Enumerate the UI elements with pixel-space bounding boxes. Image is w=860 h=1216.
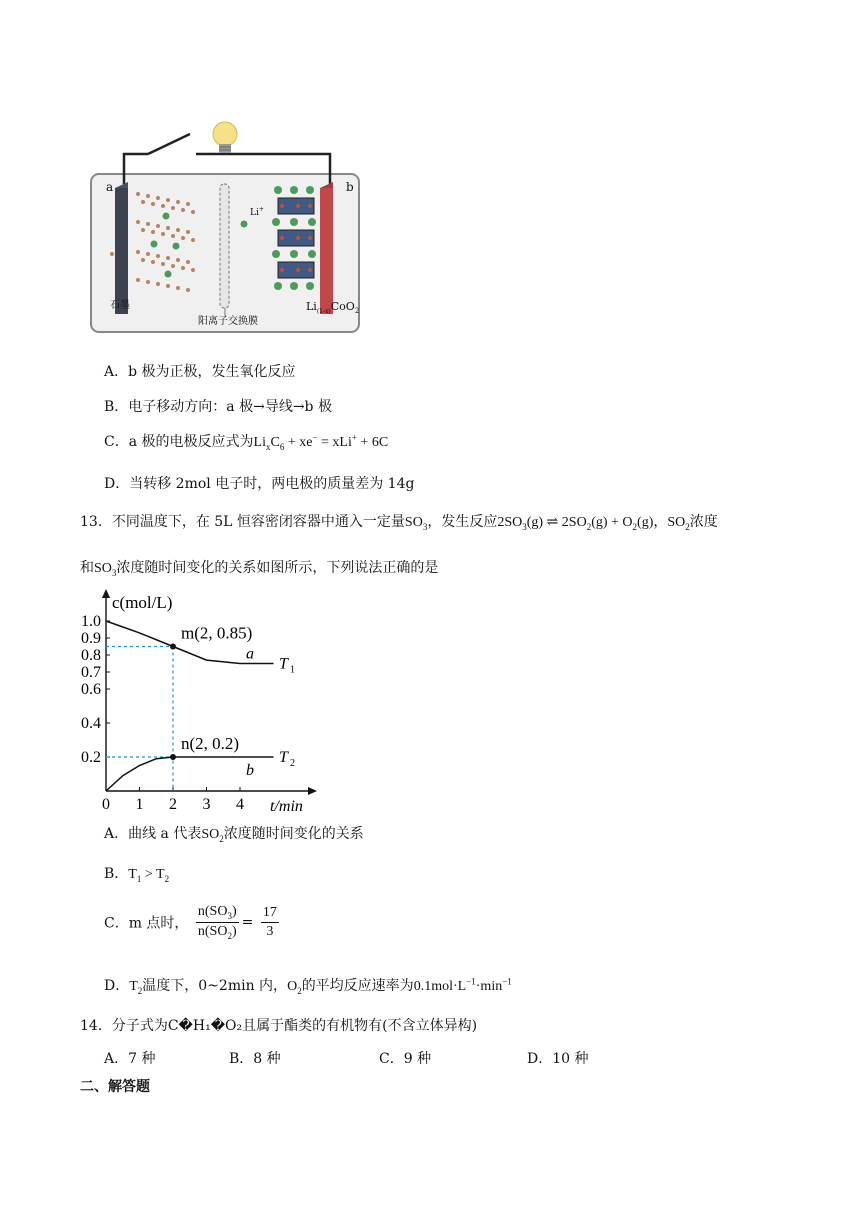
- q14-option-c: C．9 种: [379, 1051, 432, 1067]
- y-tick-label: 1.0: [81, 613, 101, 630]
- li-ion-label: Li+: [250, 206, 264, 218]
- section-heading: 二、解答题: [80, 1079, 150, 1095]
- curve-label-b: b: [246, 762, 254, 779]
- point-m: [170, 644, 176, 650]
- q13-option-a: A．曲线 a 代表$SO_2$浓度随时间变化的关系: [104, 826, 364, 844]
- curve-label-t1: T: [279, 655, 288, 673]
- curve-label-t2: T: [279, 749, 288, 766]
- q13-stem-line1: 13．不同温度下，在 5L 恒容密闭容器中通入一定量$SO_3$，发生反应$2SO_3(g)$ ⇌ $2SO_2(g) + O_2(g)$，$SO_2$浓度: [80, 514, 718, 532]
- y-tick-label: 0.9: [81, 630, 101, 647]
- bulb-icon: [213, 122, 237, 153]
- y-axis-label: c(mol/L): [112, 593, 173, 612]
- point-label-m: m(2, 0.85): [181, 623, 253, 643]
- concentration-chart: [76, 588, 326, 814]
- y-tick-label: 0.8: [81, 647, 101, 664]
- q12-option-c: C．a 极的电极反应式为$Li_xC_6 + xe^- = xLi^+ + 6C$: [104, 432, 389, 452]
- q14-stem: 14．分子式为C�H₁�O₂且属于酯类的有机物有(不含立体异构): [80, 1018, 478, 1034]
- y-tick-label: 0.4: [81, 715, 101, 732]
- q13-stem-line2: 和$SO_3$浓度随时间变化的关系如图所示，下列说法正确的是: [80, 560, 439, 578]
- q13-option-b: B．$T_1 > T_2$: [104, 866, 170, 884]
- cathode-label: $Li_{(1-x)}CoO_2$: [306, 300, 360, 316]
- q14-option-a: A．7 种: [104, 1051, 156, 1067]
- y-tick-label: 0.2: [81, 749, 101, 766]
- anode-label: 石墨: [110, 300, 130, 311]
- membrane-label: 阳离子交换膜: [198, 316, 258, 327]
- q13-option-c: C．m 点时， $\frac{n(SO_3)}{n(SO_2)}$ = $\frac{17}{3}$: [104, 904, 277, 941]
- y-axis-arrow: [102, 589, 110, 598]
- electrode-a-label: a: [106, 180, 114, 194]
- x-tick-label: 1: [135, 796, 144, 813]
- curve-label-t1-sub: 1: [290, 664, 295, 676]
- q12-option-d: D．当转移 2mol 电子时，两电极的质量差为 14g: [104, 476, 415, 492]
- q14-option-b: B．8 种: [229, 1051, 281, 1067]
- point-label-n: n(2, 0.2): [181, 734, 240, 753]
- q12-option-a: A．b 极为正极，发生氧化反应: [104, 364, 296, 380]
- x-axis-arrow: [308, 787, 317, 795]
- curve-label-t2-sub: 2: [290, 758, 295, 769]
- y-tick-label: 0.6: [81, 681, 101, 698]
- y-tick-label: 0.7: [81, 664, 101, 681]
- q12-option-b: B．电子移动方向：a 极→导线→b 极: [104, 399, 332, 415]
- curve-label-a: a: [246, 645, 254, 663]
- q13-option-d: D．$T_2$温度下，0~2min 内，$O_2$的平均反应速率为$0.1mol\cdot L^{-1}\cdot\min^{-1}$: [104, 976, 512, 996]
- x-tick-label: 3: [202, 796, 211, 813]
- x-tick-label: 2: [169, 796, 177, 813]
- point-n: [170, 754, 176, 760]
- x-axis-label: t/min: [270, 798, 303, 814]
- electrode-b-label: b: [346, 180, 354, 194]
- q14-option-d: D．10 种: [527, 1051, 589, 1067]
- x-tick-label: 4: [236, 796, 244, 813]
- chart-svg: [76, 588, 326, 814]
- x-tick-label: 0: [102, 796, 110, 813]
